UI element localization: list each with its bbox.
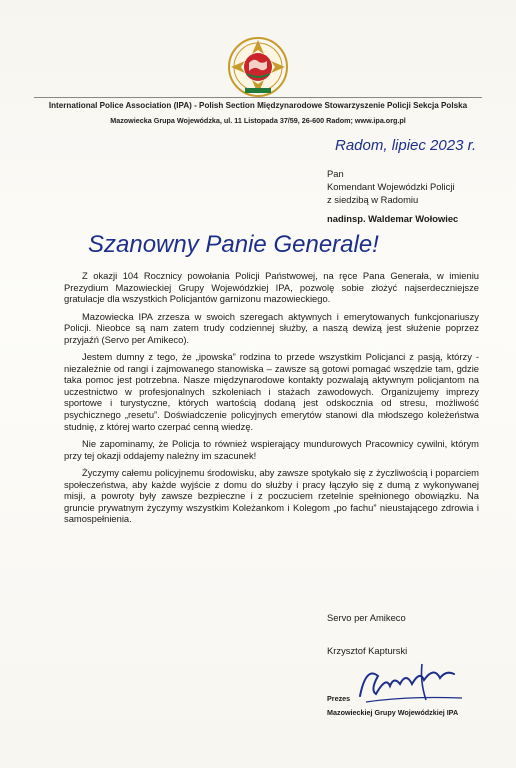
ipa-globe-emblem-icon (220, 34, 296, 98)
signer-name: Krzysztof Kapturski (327, 645, 408, 656)
recipient-line: Komendant Wojewódzki Policji (327, 181, 455, 193)
paragraph: Mazowiecka IPA zrzesza w swoich szeregach aktywnych i emerytowanych funkcjonariuszy Policji. Nieobce są nam zatem trudy codziennej służby, a naszą dewizą jest służenie poprzez przyjaźń (Servo per Amikeco). (64, 310, 479, 345)
paragraph: Z okazji 104 Rocznicy powołania Policji Państwowej, na ręce Pana Generała, w imieniu Prezydium Mazowieckiej Grupy Wojewódzkiej IPA, pozwolę sobie złożyć najserdeczniejsze gratulacje dla wszystkich Policjantów garnizonu mazowieckiego. (64, 270, 479, 305)
header-organization: International Police Association (IPA) - Polish Section Międzynarodowe Stowarzyszenie Policji Sekcja Polska (48, 101, 468, 110)
paragraph: Jestem dumny z tego, że „ipowska” rodzina to przede wszystkim Policjanci z pasją, którzy - niezależnie od rangi i zajmowanego stanowiska – zawsze są gotowi pomagać wszędzie tam, gdzie taka pomoc jest potrzebna. Nasze międzynarodowe kontakty pozwalają aktywnym policjantom na uczestnictwo w profesjonalnych szkoleniach i stażach zawodowych. Organizujemy imprezy sportowe i turystyczne, których wartością dodaną jest odskocznia od stresu, możliwość psychicznego „resetu”. Doświadczenie policyjnych emerytów stanowi dla młodszego koleżeństwa studnię, z której warto czerpać cenną wiedzę. (64, 351, 479, 432)
header-address: Mazowiecka Grupa Wojewódzka, ul. 11 Listopada 37/59, 26-600 Radom; www.ipa.org.pl (110, 116, 406, 125)
closing-motto: Servo per Amikeco (327, 612, 406, 623)
handwritten-date (333, 134, 503, 156)
handwritten-salutation (86, 222, 396, 266)
recipient-line: Pan (327, 168, 344, 179)
letter-body (64, 270, 479, 525)
header-rule (34, 97, 482, 98)
recipient-line: z siedzibą w Radomiu (327, 194, 419, 206)
recipient-name: nadinsp. Waldemar Wołowiec (327, 212, 459, 224)
svg-text:Radom, lipiec 2023 r.: Radom, lipiec 2023 r. (335, 137, 477, 154)
recipient-block (327, 167, 458, 225)
paragraph: Nie zapominamy, że Policja to również wspierający mundurowych Pracownicy cywilni, którym przy tej okazji oddajemy należny im szacunek! (64, 438, 479, 461)
paragraph: Życzymy całemu policyjnemu środowisku, aby zawsze spotykało się z życzliwością i poparciem społeczeństwa, aby każde wyjście z domu do służby i pracy łączyło się z dumą z wykonywanej misji, a powroty były zawsze bezpieczne i z poczuciem rzetelnie spełnionego obowiązku. Na gruncie prywatnym życzymy wszystkim Koleżankom i Kolegom „po fachu” nieustającego zdrowia i samospełnienia. (64, 467, 479, 525)
handwritten-signature-icon (352, 658, 482, 708)
signer-role: Prezes (327, 694, 351, 703)
svg-text:Szanowny Panie Generale!: Szanowny Panie Generale! (88, 231, 379, 258)
signer-organization: Mazowieckiej Grupy Wojewódzkiej IPA (327, 708, 459, 717)
